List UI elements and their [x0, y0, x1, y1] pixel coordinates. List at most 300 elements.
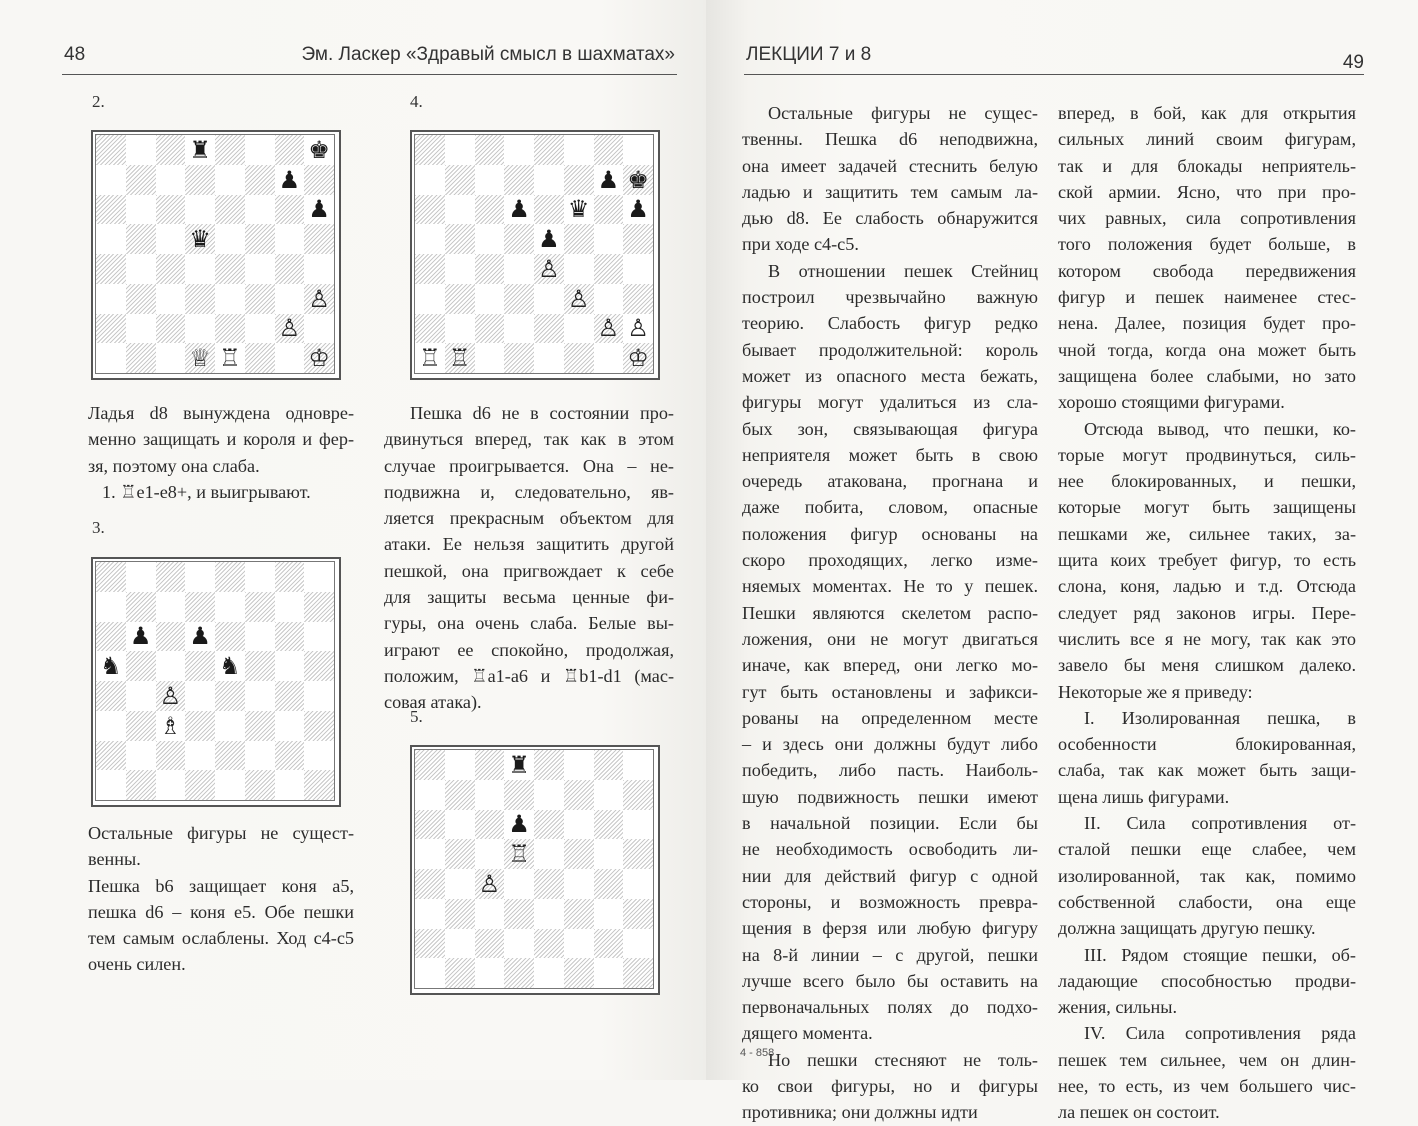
text-line: особенности блокированная, — [1058, 734, 1356, 755]
board-square-a4 — [415, 254, 445, 284]
board-square-e8 — [534, 750, 564, 780]
chess-board — [91, 557, 341, 807]
text-line: котором свобода передвижения — [1058, 260, 1356, 281]
text-line: двинуться вперед, так как в этом — [384, 429, 674, 450]
board-square-b5 — [126, 651, 156, 681]
running-head-left — [62, 44, 677, 75]
board-square-f3 — [245, 711, 275, 741]
board-square-d8 — [504, 135, 534, 165]
board-square-f1 — [564, 958, 594, 988]
board-square-a7 — [415, 780, 445, 810]
text-line: Остальные фигуры не сущес- — [768, 103, 1038, 123]
board-square-a3 — [415, 284, 445, 314]
board-square-d6 — [185, 195, 215, 225]
text-line: ской армии. Ясно, что при про- — [1058, 181, 1356, 202]
board-square-h8 — [623, 750, 653, 780]
text-line: хорошо стоящими фигурами. — [1058, 392, 1285, 413]
board-square-h7 — [623, 165, 653, 195]
text-line: щита коих требует фигур, то есть — [1058, 550, 1356, 571]
board-square-c7 — [475, 165, 505, 195]
black-pawn-icon: ♟ — [189, 622, 211, 651]
board-square-f3 — [564, 899, 594, 929]
board-square-b4 — [445, 254, 475, 284]
text-line: менно защищать и короля и фер- — [88, 429, 354, 450]
text-line: пешками же, сильнее таких, за- — [1058, 523, 1356, 544]
board-square-a4 — [96, 254, 126, 284]
text-line: сильных линий своим фигурам, — [1058, 129, 1356, 150]
board-square-h6 — [304, 622, 334, 652]
board-square-a6 — [96, 195, 126, 225]
board-square-g6 — [594, 810, 624, 840]
board-square-a7 — [96, 592, 126, 622]
board-square-c8 — [475, 135, 505, 165]
text-line: иначе, как вперед, они легко мо- — [742, 655, 1038, 676]
text-line: нее блокированных, и пешки, — [1058, 471, 1356, 492]
board-square-e4 — [215, 681, 245, 711]
board-square-b2 — [445, 929, 475, 959]
board-square-e5 — [215, 651, 245, 681]
black-rook-icon: ♜ — [508, 750, 530, 779]
board-square-b8 — [126, 562, 156, 592]
board-square-a1 — [96, 770, 126, 800]
board-square-b7 — [126, 592, 156, 622]
board-square-a2 — [96, 314, 126, 344]
board-square-b8 — [445, 135, 475, 165]
text-line: при ходе c4-c5. — [742, 234, 859, 255]
board-square-e7 — [215, 592, 245, 622]
text-line: шую подвижность пешки имеют — [742, 786, 1038, 807]
white-pawn-icon: ♙ — [478, 869, 501, 898]
board-square-a1 — [415, 958, 445, 988]
text-line: совая атака). — [384, 692, 482, 713]
board-square-d8 — [185, 135, 215, 165]
text-line: нена. Далее, позиция будет про- — [1058, 313, 1356, 334]
text-column-2 — [1058, 100, 1356, 1126]
board-square-b5 — [445, 839, 475, 869]
board-square-c3 — [475, 899, 505, 929]
board-square-e7 — [215, 165, 245, 195]
board-square-f5 — [564, 839, 594, 869]
board-square-f4 — [564, 254, 594, 284]
board-square-b7 — [445, 165, 475, 195]
board-square-g5 — [594, 224, 624, 254]
board-square-g1 — [275, 770, 305, 800]
board-square-c3 — [156, 711, 186, 741]
black-queen-icon: ♛ — [567, 195, 590, 224]
board-square-g3 — [594, 899, 624, 929]
board-square-g8 — [275, 562, 305, 592]
board-square-d7 — [185, 592, 215, 622]
board-square-a6 — [96, 622, 126, 652]
board-square-a1 — [415, 343, 445, 373]
text-line: атаки. Ее нельзя защитить другой — [384, 534, 674, 555]
white-rook-icon: ♖ — [508, 840, 530, 869]
board-square-f5 — [245, 651, 275, 681]
diagram-label: 4. — [410, 92, 423, 111]
board-square-h7 — [304, 165, 334, 195]
board-square-f6 — [564, 195, 594, 225]
running-title: Эм. Ласкер «Здравый смысл в шахматах» — [301, 44, 675, 65]
text-line: которые могут быть защищены — [1058, 497, 1356, 518]
text-line: положения фигур основаны на — [742, 523, 1038, 544]
text-line: рованы на определенном месте — [742, 707, 1038, 728]
board-square-c4 — [475, 254, 505, 284]
board-square-a5 — [96, 224, 126, 254]
board-square-c3 — [156, 284, 186, 314]
board-square-e3 — [215, 284, 245, 314]
text-line: противника; они должны идти — [742, 1102, 978, 1123]
board-square-g8 — [594, 750, 624, 780]
text-line: Пешка b6 защищает коня a5, — [88, 875, 354, 896]
board-square-b5 — [126, 224, 156, 254]
text-line: пешек тем сильнее, чем он длин- — [1058, 1049, 1356, 1070]
board-square-f6 — [245, 622, 275, 652]
board-square-h1 — [623, 958, 653, 988]
board-square-d7 — [504, 165, 534, 195]
board-square-h2 — [623, 929, 653, 959]
board-square-f6 — [564, 810, 594, 840]
diagram-3-comment — [88, 820, 354, 978]
white-rook-icon: ♖ — [448, 344, 471, 373]
board-square-d6 — [504, 195, 534, 225]
white-pawn-icon: ♙ — [567, 284, 590, 313]
board-square-c1 — [156, 343, 186, 373]
board-square-e8 — [215, 135, 245, 165]
text-line: играют ее спокойно, продолжая, — [384, 639, 674, 660]
black-pawn-icon: ♟ — [308, 195, 330, 224]
board-square-a5 — [415, 839, 445, 869]
board-square-e3 — [534, 899, 564, 929]
text-line: венны. — [88, 849, 141, 870]
board-square-g5 — [275, 224, 305, 254]
board-square-b7 — [445, 780, 475, 810]
board-square-b3 — [126, 284, 156, 314]
black-pawn-icon: ♟ — [508, 195, 530, 224]
board-square-h2 — [304, 314, 334, 344]
board-square-c2 — [475, 314, 505, 344]
white-bishop-icon: ♗ — [159, 711, 182, 740]
text-line: очередь атакована, прогнана и — [742, 471, 1038, 492]
board-square-f8 — [245, 135, 275, 165]
board-square-c7 — [156, 592, 186, 622]
board-square-e4 — [215, 254, 245, 284]
board-square-a3 — [96, 711, 126, 741]
board-square-d2 — [504, 314, 534, 344]
board-square-c4 — [156, 681, 186, 711]
board-square-c3 — [475, 284, 505, 314]
text-line: бых зон, связывающая фигура — [742, 418, 1038, 439]
text-line: бывает продолжительной: король — [742, 339, 1038, 360]
board-square-e1 — [215, 770, 245, 800]
board-square-d2 — [185, 314, 215, 344]
text-line: теорию. Слабость фигур редко — [742, 313, 1038, 334]
board-square-g7 — [275, 165, 305, 195]
board-square-h6 — [623, 810, 653, 840]
text-line: – и здесь они должны будут либо — [742, 734, 1038, 755]
text-line: так и для блокады неприятель- — [1058, 155, 1356, 176]
text-line: вперед, в бой, как для открытия — [1058, 103, 1356, 123]
diagram-label: 2. — [92, 92, 105, 111]
text-line: ладью и защитить тем самым ла- — [742, 181, 1038, 202]
board-square-b6 — [126, 622, 156, 652]
black-king-icon: ♚ — [308, 135, 330, 164]
board-square-b3 — [445, 899, 475, 929]
text-line: Остальные фигуры не сущест- — [88, 823, 354, 843]
board-square-c8 — [156, 562, 186, 592]
board-square-b1 — [126, 343, 156, 373]
board-square-d7 — [185, 165, 215, 195]
board-square-h1 — [304, 770, 334, 800]
text-line: жения, сильны. — [1058, 997, 1178, 1018]
text-line: гуры, она очень слаба. Белые вы- — [384, 613, 674, 634]
text-line: на 8-й линии – с другой, пешки — [742, 944, 1038, 965]
board-square-g8 — [594, 135, 624, 165]
text-line: она имеет задачей стеснить белую — [742, 155, 1038, 176]
text-line: зя, поэтому она слаба. — [88, 455, 260, 476]
white-pawn-icon: ♙ — [308, 284, 330, 313]
white-pawn-icon: ♙ — [278, 314, 301, 343]
diagram-4-comment — [384, 400, 674, 716]
running-title: ЛЕКЦИИ 7 и 8 — [746, 44, 872, 65]
board-square-a2 — [415, 314, 445, 344]
board-square-e2 — [215, 314, 245, 344]
board-square-d8 — [504, 750, 534, 780]
text-line: дящего момента. — [742, 1023, 873, 1044]
board-square-e4 — [534, 869, 564, 899]
board-square-c6 — [475, 195, 505, 225]
board-square-a3 — [415, 899, 445, 929]
board-square-e1 — [534, 343, 564, 373]
board-square-f3 — [245, 284, 275, 314]
board-square-c8 — [156, 135, 186, 165]
text-line: сталой пешки еще слабее, чем — [1058, 839, 1356, 860]
board-square-g3 — [594, 284, 624, 314]
board-square-g1 — [275, 343, 305, 373]
text-line: В отношении пешек Стейниц — [768, 260, 1038, 281]
text-line: скоро проходящих, легко изме- — [742, 550, 1038, 571]
board-square-g7 — [594, 165, 624, 195]
board-square-f7 — [245, 592, 275, 622]
diagram-label: 3. — [92, 518, 105, 537]
text-line: неприятеля может быть в свою — [742, 444, 1038, 465]
board-square-h1 — [304, 343, 334, 373]
board-square-b1 — [126, 770, 156, 800]
board-square-e3 — [215, 711, 245, 741]
board-square-d3 — [185, 711, 215, 741]
text-line: изолированной, так как, помимо — [1058, 865, 1356, 886]
diagram-label: 5. — [410, 707, 423, 726]
black-rook-icon: ♜ — [189, 135, 211, 164]
board-square-b1 — [445, 958, 475, 988]
board-square-g7 — [275, 592, 305, 622]
move-line: 1. ♖e1-e8+, и выигрывают. — [102, 481, 311, 502]
board-square-c4 — [156, 254, 186, 284]
text-line: того положения будет больше, в — [1058, 234, 1356, 255]
board-square-a7 — [96, 165, 126, 195]
text-line: пешка d6 – коня e5. Обе пешки — [88, 901, 354, 922]
text-line: IV. Сила сопротивления ряда — [1084, 1023, 1356, 1044]
board-square-f2 — [245, 741, 275, 771]
text-line: очень силен. — [88, 954, 186, 975]
board-square-a7 — [415, 165, 445, 195]
board-square-b6 — [445, 195, 475, 225]
board-square-e5 — [534, 839, 564, 869]
board-square-h3 — [304, 711, 334, 741]
text-line: Пешка d6 не в состоянии про- — [410, 403, 674, 423]
board-square-g6 — [275, 622, 305, 652]
board-square-d5 — [504, 224, 534, 254]
board-square-c6 — [156, 195, 186, 225]
board-square-c7 — [475, 780, 505, 810]
board-square-e1 — [215, 343, 245, 373]
board-square-d2 — [504, 929, 534, 959]
board-square-f2 — [564, 929, 594, 959]
board-square-b8 — [445, 750, 475, 780]
text-line: чих равных, сила сопротивления — [1058, 208, 1356, 229]
board-square-f5 — [564, 224, 594, 254]
board-square-h5 — [623, 839, 653, 869]
board-square-f7 — [245, 165, 275, 195]
text-line: стороны, и возможность превра- — [742, 891, 1038, 912]
board-square-h5 — [304, 224, 334, 254]
board-square-c7 — [156, 165, 186, 195]
text-line: ладающие способностью продви- — [1058, 970, 1356, 991]
board-square-c1 — [475, 958, 505, 988]
board-square-c6 — [475, 810, 505, 840]
white-king-icon: ♔ — [627, 344, 649, 373]
board-square-g6 — [594, 195, 624, 225]
board-square-d5 — [504, 839, 534, 869]
board-square-e5 — [215, 224, 245, 254]
board-square-a3 — [96, 284, 126, 314]
board-square-h7 — [623, 780, 653, 810]
board-square-d6 — [504, 810, 534, 840]
board-square-b2 — [126, 741, 156, 771]
board-square-e5 — [534, 224, 564, 254]
text-line: щения в ферзя или любую фигуру — [742, 918, 1038, 939]
board-square-f4 — [245, 254, 275, 284]
text-line: Ладья d8 вынуждена одновре- — [88, 403, 354, 423]
black-pawn-icon: ♟ — [627, 195, 649, 224]
white-pawn-icon: ♙ — [538, 254, 560, 283]
text-line: собственной слабости, она еще — [1058, 891, 1356, 912]
board-square-a4 — [415, 869, 445, 899]
text-line: Пешки являются скелетом распо- — [742, 602, 1038, 623]
board-square-g4 — [594, 869, 624, 899]
text-line: для защиты весьма ценные фи- — [384, 587, 674, 608]
board-square-b7 — [126, 165, 156, 195]
board-square-e6 — [534, 810, 564, 840]
right-page — [706, 0, 1418, 1123]
printer-signature-mark: 4 - 858 — [740, 1047, 775, 1059]
board-square-e7 — [534, 780, 564, 810]
text-line: не необходимость освободить ли- — [742, 839, 1038, 860]
board-square-d1 — [185, 770, 215, 800]
board-square-d5 — [185, 651, 215, 681]
chess-board — [410, 745, 660, 995]
white-king-icon: ♔ — [308, 344, 330, 373]
board-square-b1 — [445, 343, 475, 373]
white-queen-icon: ♕ — [189, 344, 211, 373]
board-square-f4 — [564, 869, 594, 899]
text-line: пешкой, она пригвождает к себе — [384, 560, 674, 581]
text-line: даже побита, словом, опасные — [742, 497, 1038, 518]
text-line: торые могут продвинуться, силь- — [1058, 444, 1356, 465]
board-square-e6 — [215, 195, 245, 225]
board-square-f7 — [564, 165, 594, 195]
board-square-g7 — [594, 780, 624, 810]
board-square-d8 — [185, 562, 215, 592]
board-square-b4 — [445, 869, 475, 899]
board-square-a5 — [415, 224, 445, 254]
board-square-e3 — [534, 284, 564, 314]
board-square-c2 — [475, 929, 505, 959]
board-square-d3 — [504, 284, 534, 314]
board-square-d4 — [185, 681, 215, 711]
text-line: слаба, так как может быть защи- — [1058, 760, 1356, 781]
board-square-b8 — [126, 135, 156, 165]
text-line: лучше всего было бы оставить на — [742, 970, 1038, 991]
text-line: победить, либо пасть. Наиболь- — [742, 760, 1038, 781]
board-square-g5 — [275, 651, 305, 681]
text-line: ко свои фигуры, но и фигуры — [742, 1075, 1038, 1096]
board-square-d4 — [504, 869, 534, 899]
board-square-f3 — [564, 284, 594, 314]
board-square-c1 — [475, 343, 505, 373]
board-square-f8 — [564, 750, 594, 780]
text-column-1 — [742, 100, 1038, 1126]
text-line: щена лишь фигурами. — [1058, 786, 1230, 807]
text-line: чной тогда, когда она может быть — [1058, 339, 1356, 360]
board-square-a5 — [96, 651, 126, 681]
text-line: нее, то есть, из чем большего чис- — [1058, 1075, 1356, 1096]
board-square-f8 — [245, 562, 275, 592]
page-number: 48 — [64, 44, 86, 65]
black-queen-icon: ♛ — [189, 225, 211, 254]
text-line: Но пешки стесняют не толь- — [768, 1049, 1038, 1070]
board-square-h4 — [623, 254, 653, 284]
board-square-d7 — [504, 780, 534, 810]
board-square-g5 — [594, 839, 624, 869]
board-square-d3 — [504, 899, 534, 929]
text-line: ла пешек он состоит. — [1058, 1102, 1220, 1123]
board-square-h2 — [304, 741, 334, 771]
board-square-d3 — [185, 284, 215, 314]
board-square-c5 — [475, 224, 505, 254]
board-square-h3 — [623, 899, 653, 929]
board-square-c4 — [475, 869, 505, 899]
board-square-a8 — [96, 562, 126, 592]
chess-board — [410, 130, 660, 380]
board-square-g2 — [275, 741, 305, 771]
board-square-f1 — [245, 343, 275, 373]
board-square-f6 — [245, 195, 275, 225]
white-rook-icon: ♖ — [419, 344, 441, 373]
board-square-c6 — [156, 622, 186, 652]
board-square-b5 — [445, 224, 475, 254]
text-line: завело бы меня слишком далеко. — [1058, 655, 1356, 676]
board-square-h8 — [623, 135, 653, 165]
text-line: Некоторые же я приведу: — [1058, 681, 1253, 702]
white-pawn-icon: ♙ — [627, 314, 649, 343]
text-line: фигур и пешек наименее стес- — [1058, 287, 1356, 308]
board-square-g6 — [275, 195, 305, 225]
board-square-g1 — [594, 958, 624, 988]
board-square-c5 — [475, 839, 505, 869]
board-square-e4 — [534, 254, 564, 284]
board-square-c8 — [475, 750, 505, 780]
board-square-h5 — [623, 224, 653, 254]
